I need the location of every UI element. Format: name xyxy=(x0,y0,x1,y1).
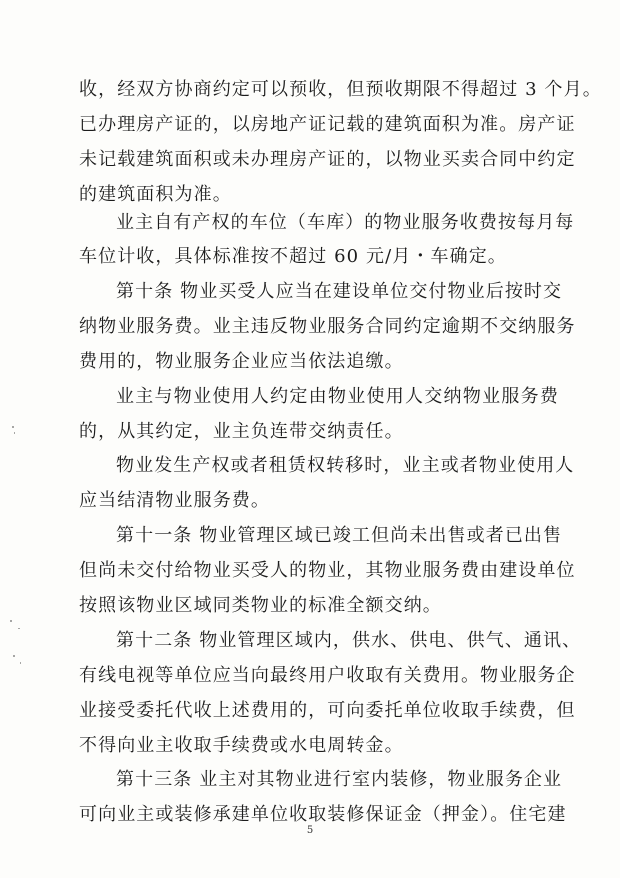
scan-speck xyxy=(18,628,20,629)
article-11-heading-line: 第十一条 物业管理区域已竣工但尚未出售或者已出售 xyxy=(116,525,563,546)
text-line: 的，从其约定，业主负连带交纳责任。 xyxy=(79,421,404,442)
text-line: 业接受委托代收上述费用的，可向委托单位收取手续费，但 xyxy=(79,700,576,721)
text-line: 未记载建筑面积或未办理房产证的，以物业买卖合同中约定 xyxy=(79,149,576,170)
scan-speck xyxy=(20,662,21,664)
scan-speck xyxy=(14,432,15,434)
page-number: 5 xyxy=(306,825,314,836)
text-line: 业主与物业使用人约定由物业使用人交纳物业服务费 xyxy=(116,386,559,407)
scan-speck xyxy=(12,426,14,428)
text-line: 但尚未交付给物业买受人的物业，其物业服务费由建设单位 xyxy=(79,560,576,581)
scan-speck xyxy=(13,655,15,657)
text-line: 业主自有产权的车位（车库）的物业服务收费按每月每 xyxy=(116,212,575,233)
article-12-heading-line: 第十二条 物业管理区域内，供水、供电、供气、通讯、 xyxy=(116,630,582,651)
text-line: 不得向业主收取手续费或水电周转金。 xyxy=(79,735,404,756)
text-line: 已办理房产证的，以房地产证记载的建筑面积为准。房产证 xyxy=(79,114,576,135)
text-line: 有线电视等单位应当向最终用户收取有关费用。物业服务企 xyxy=(79,665,576,686)
article-13-heading-line: 第十三条 业主对其物业进行室内装修，物业服务企业 xyxy=(116,769,563,790)
article-10-heading-line: 第十条 物业买受人应当在建设单位交付物业后按时交 xyxy=(116,281,563,302)
text-line: 按照该物业区域同类物业的标准全额交纳。 xyxy=(79,595,442,616)
text-line: 物业发生产权或者租赁权转移时，业主或者物业使用人 xyxy=(116,455,575,476)
text-line: 收，经双方协商约定可以预收，但预收期限不得超过 3 个月。 xyxy=(79,79,602,100)
text-line: 可向业主或装修承建单位收取装修保证金（押金）。住宅建 xyxy=(79,804,567,825)
scan-speck xyxy=(10,620,12,622)
text-line: 费用的，物业服务企业应当依法追缴。 xyxy=(79,351,404,372)
text-line: 纳物业服务费。业主违反物业服务合同约定逾期不交纳服务 xyxy=(79,316,576,337)
text-line: 车位计收，具体标准按不超过 60 元/月・车确定。 xyxy=(79,246,507,267)
text-line: 应当结清物业服务费。 xyxy=(79,490,270,511)
text-line: 的建筑面积为准。 xyxy=(79,184,232,205)
